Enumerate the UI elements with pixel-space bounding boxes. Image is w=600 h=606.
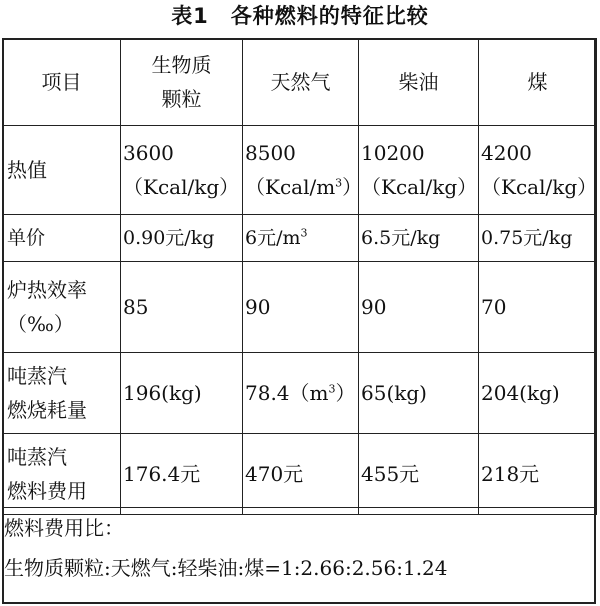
cell-cost-gas: 470元	[243, 434, 359, 515]
cell-heat-diesel: 10200 （Kcal/kg）	[359, 126, 479, 215]
cell-heat-coal: 4200 （Kcal/kg）	[479, 126, 597, 215]
cell-eff-biomass: 85	[121, 262, 243, 353]
cell-price-coal: 0.75元/kg	[479, 215, 597, 262]
header-diesel: 柴油	[359, 39, 479, 126]
cell-cost-diesel: 455元	[359, 434, 479, 515]
cell-use-coal: 204(kg)	[479, 353, 597, 434]
header-coal: 煤	[479, 39, 597, 126]
cell-price-biomass: 0.90元/kg	[121, 215, 243, 262]
cell-eff-gas: 90	[243, 262, 359, 353]
cell-heat-biomass: 3600 （Kcal/kg）	[121, 126, 243, 215]
row-label-consumption: 吨蒸汽 燃烧耗量	[3, 353, 121, 434]
cell-use-gas: $78.4(m^3)$	[243, 353, 359, 434]
header-natural-gas: 天然气	[243, 39, 359, 126]
cost-ratio-heading: 燃料费用比：	[4, 516, 124, 540]
header-biomass: 生物质 颗粒	[121, 39, 243, 126]
cell-eff-diesel: 90	[359, 262, 479, 353]
cell-cost-biomass: 176.4元	[121, 434, 243, 515]
cell-price-gas: 6元$/m^3$	[243, 215, 359, 262]
row-label-cost: 吨蒸汽 燃料费用	[3, 434, 121, 515]
cell-price-diesel: 6.5元/kg	[359, 215, 479, 262]
row-label-heat: 热值	[3, 126, 121, 215]
row-label-efficiency: 炉热效率 （‰）	[3, 262, 121, 353]
cell-heat-gas: 8500 $(Kcal/m^3)$	[243, 126, 359, 215]
cell-use-biomass: 196(kg)	[121, 353, 243, 434]
cell-eff-coal: 70	[479, 262, 597, 353]
cost-ratio-values: 生物质颗粒:天燃气:轻柴油:煤=1:2.66:2.56:1.24	[4, 556, 448, 580]
table-frame	[2, 38, 596, 604]
row-label-price: 单价	[3, 215, 121, 262]
table-title: 表1 各种燃料的特征比较	[171, 4, 429, 28]
header-item: 项目	[3, 39, 121, 126]
cell-cost-coal: 218元	[479, 434, 597, 515]
cell-use-diesel: 65(kg)	[359, 353, 479, 434]
